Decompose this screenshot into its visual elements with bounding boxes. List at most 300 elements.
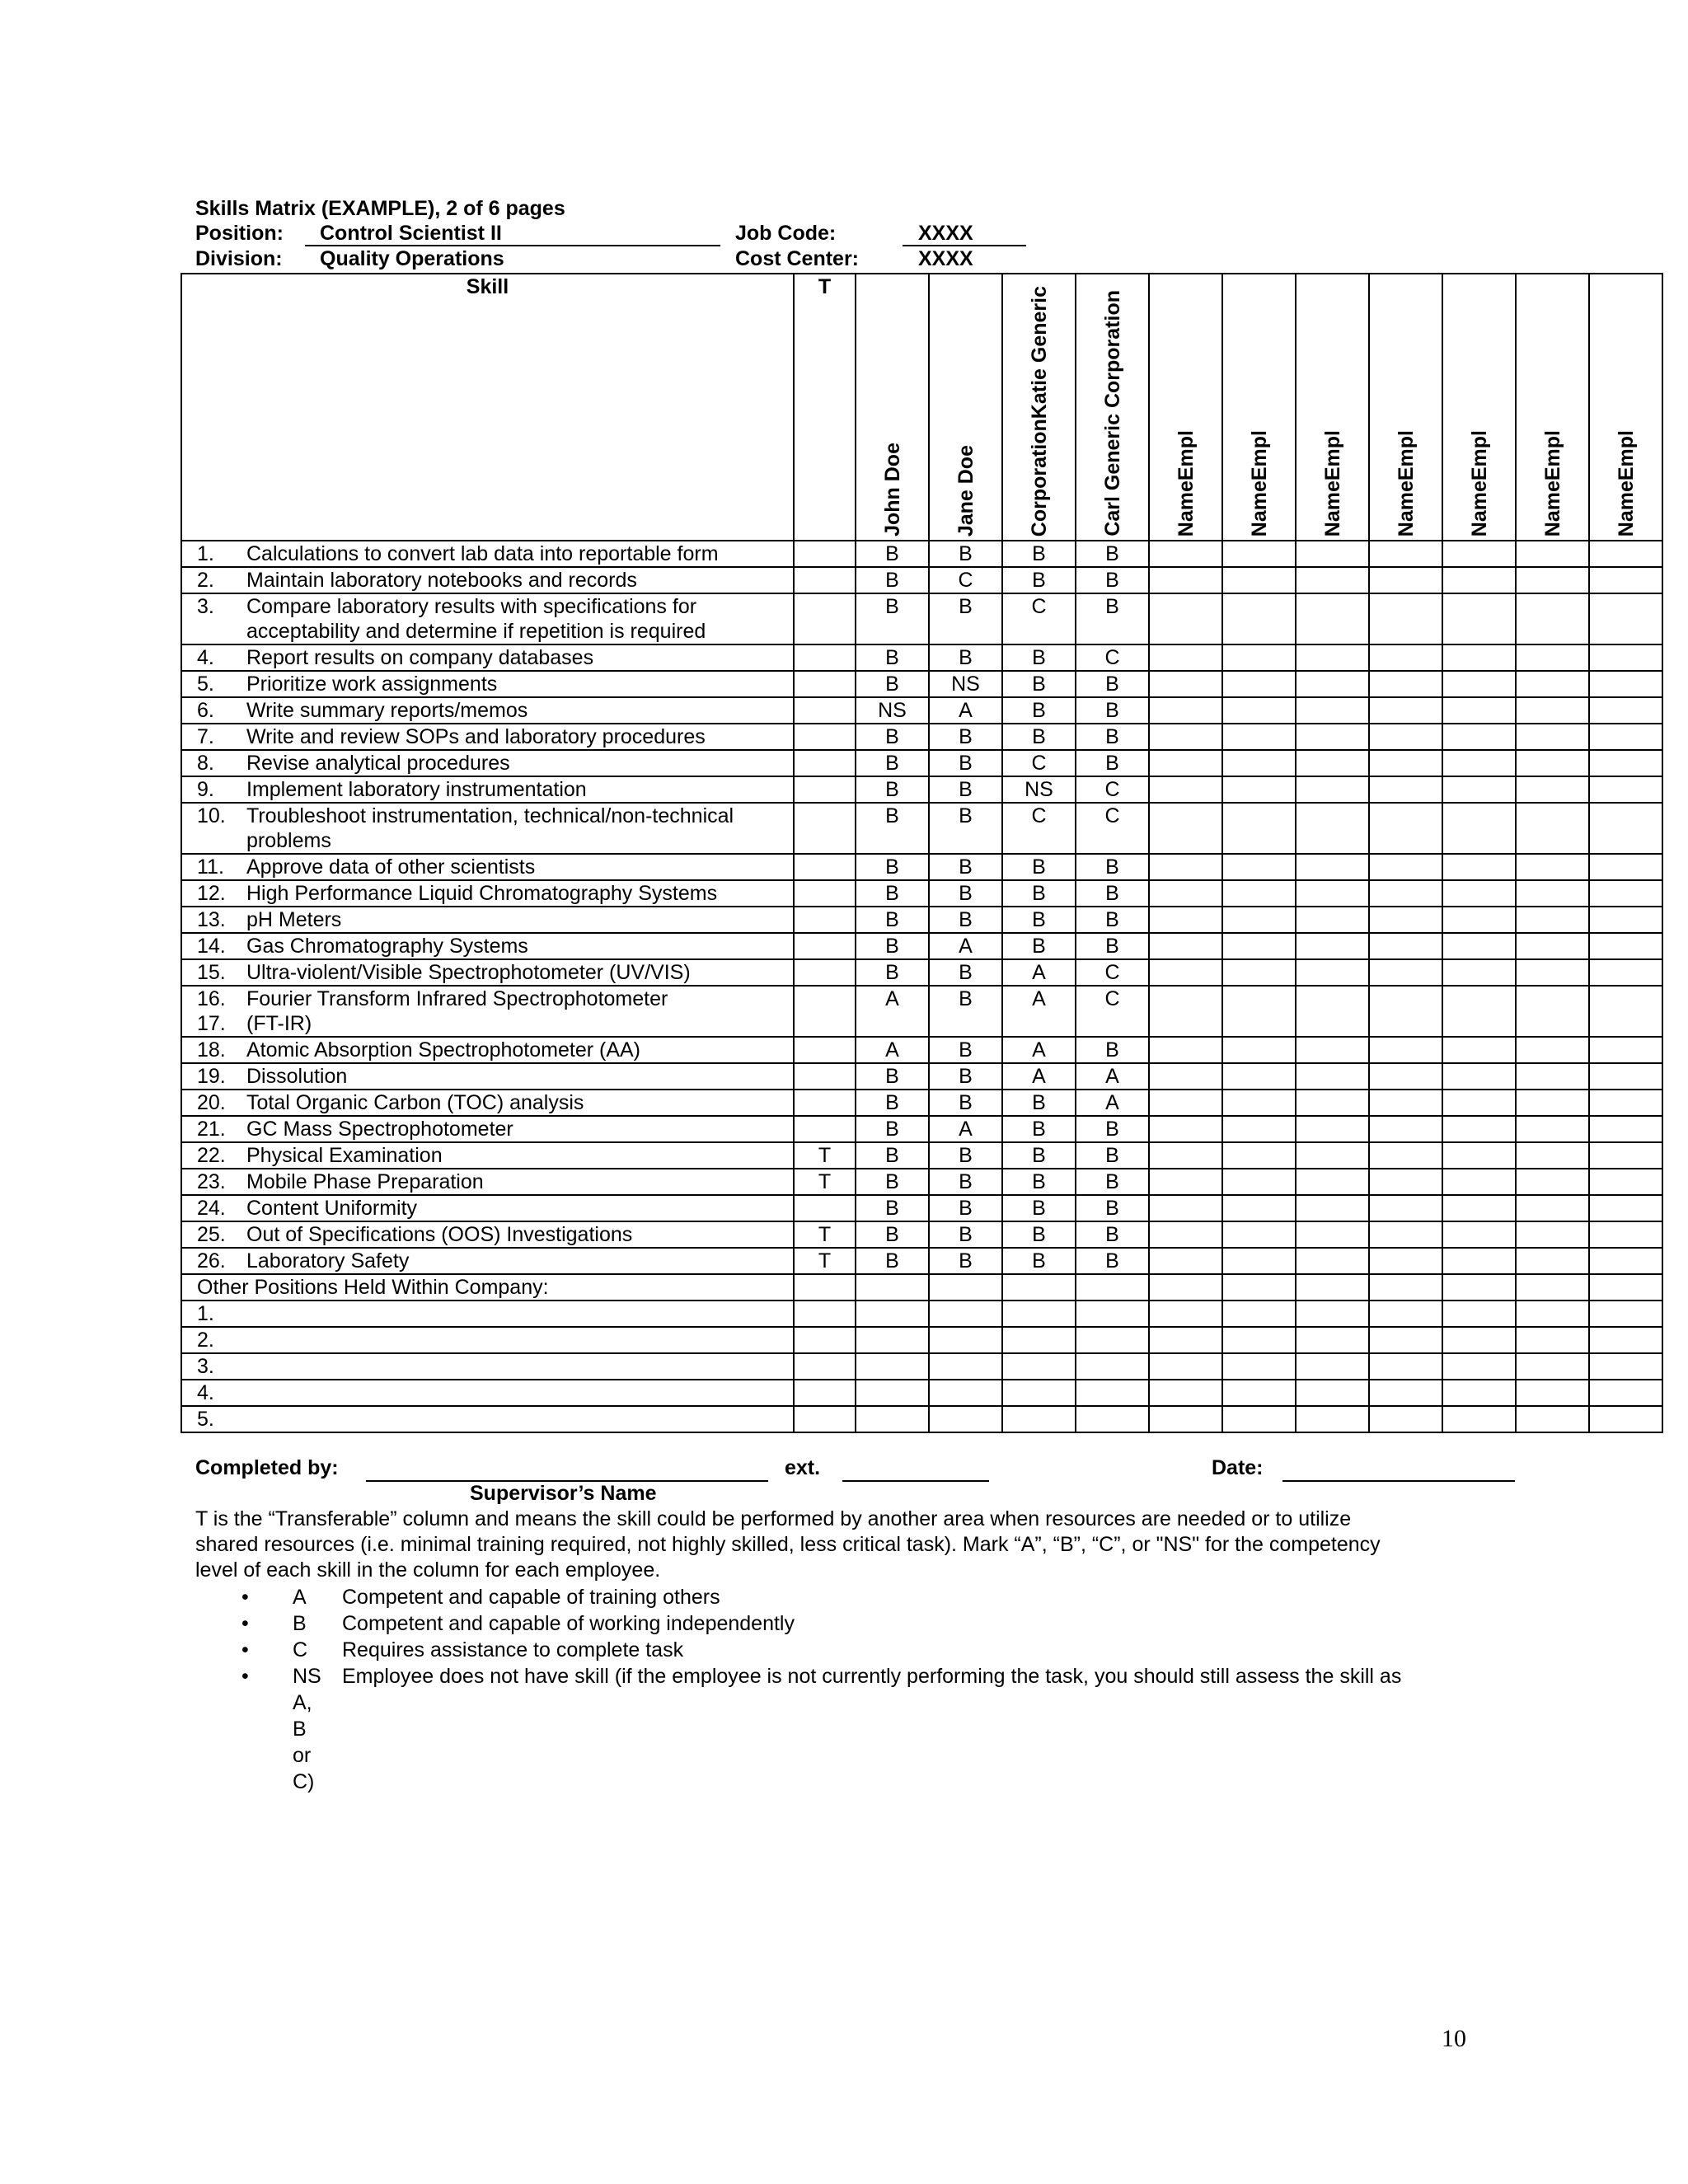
rating-cell[interactable] — [1589, 986, 1662, 1037]
rating-cell[interactable]: B — [1076, 567, 1149, 593]
rating-cell[interactable]: A — [1002, 1063, 1076, 1090]
empty-cell[interactable] — [1589, 1380, 1662, 1406]
rating-cell[interactable]: C — [1002, 803, 1076, 854]
empty-cell[interactable] — [1296, 1327, 1369, 1353]
rating-cell[interactable]: A — [856, 1037, 929, 1063]
rating-cell[interactable] — [1442, 907, 1516, 933]
rating-cell[interactable]: B — [1002, 671, 1076, 697]
rating-cell[interactable] — [1296, 776, 1369, 803]
rating-cell[interactable] — [1442, 593, 1516, 644]
rating-cell[interactable]: NS — [856, 697, 929, 724]
empty-cell[interactable] — [1296, 1380, 1369, 1406]
rating-cell[interactable]: C — [1076, 644, 1149, 671]
rating-cell[interactable]: B — [1076, 1142, 1149, 1169]
rating-cell[interactable]: B — [1002, 1195, 1076, 1221]
rating-cell[interactable] — [1222, 593, 1296, 644]
rating-cell[interactable] — [1516, 1195, 1589, 1221]
rating-cell[interactable] — [1149, 1169, 1222, 1195]
rating-cell[interactable] — [1516, 933, 1589, 959]
rating-cell[interactable] — [1516, 1142, 1589, 1169]
rating-cell[interactable]: B — [929, 907, 1002, 933]
rating-cell[interactable] — [1369, 880, 1442, 907]
rating-cell[interactable] — [1369, 1116, 1442, 1142]
rating-cell[interactable]: B — [929, 1142, 1002, 1169]
rating-cell[interactable] — [1296, 1248, 1369, 1274]
rating-cell[interactable]: B — [929, 803, 1002, 854]
empty-cell[interactable] — [856, 1353, 929, 1380]
rating-cell[interactable] — [1516, 750, 1589, 776]
empty-cell[interactable] — [1589, 1353, 1662, 1380]
rating-cell[interactable]: A — [1076, 1063, 1149, 1090]
rating-cell[interactable] — [1222, 1116, 1296, 1142]
rating-cell[interactable] — [1516, 593, 1589, 644]
rating-cell[interactable] — [1222, 803, 1296, 854]
rating-cell[interactable]: B — [1076, 697, 1149, 724]
empty-cell[interactable] — [1369, 1301, 1442, 1327]
transferable-cell[interactable] — [794, 803, 856, 854]
rating-cell[interactable] — [1296, 803, 1369, 854]
rating-cell[interactable] — [1369, 724, 1442, 750]
rating-cell[interactable]: B — [929, 1248, 1002, 1274]
rating-cell[interactable] — [1149, 1142, 1222, 1169]
rating-cell[interactable] — [1369, 986, 1442, 1037]
date-line[interactable] — [1282, 1480, 1515, 1482]
rating-cell[interactable] — [1589, 1090, 1662, 1116]
rating-cell[interactable]: A — [929, 697, 1002, 724]
rating-cell[interactable]: B — [929, 724, 1002, 750]
rating-cell[interactable] — [1149, 1063, 1222, 1090]
rating-cell[interactable]: A — [1076, 1090, 1149, 1116]
rating-cell[interactable] — [1516, 1248, 1589, 1274]
rating-cell[interactable] — [1369, 803, 1442, 854]
rating-cell[interactable] — [1222, 541, 1296, 567]
rating-cell[interactable]: B — [856, 907, 929, 933]
empty-cell[interactable] — [1369, 1327, 1442, 1353]
rating-cell[interactable] — [1296, 986, 1369, 1037]
rating-cell[interactable] — [1369, 593, 1442, 644]
rating-cell[interactable] — [1589, 593, 1662, 644]
rating-cell[interactable]: B — [929, 776, 1002, 803]
rating-cell[interactable] — [1516, 1063, 1589, 1090]
rating-cell[interactable] — [1369, 644, 1442, 671]
empty-cell[interactable] — [1442, 1274, 1516, 1301]
rating-cell[interactable]: B — [929, 854, 1002, 880]
rating-cell[interactable]: B — [1002, 854, 1076, 880]
rating-cell[interactable]: B — [856, 854, 929, 880]
rating-cell[interactable] — [1296, 1195, 1369, 1221]
rating-cell[interactable] — [1369, 671, 1442, 697]
rating-cell[interactable]: B — [1002, 1221, 1076, 1248]
empty-cell[interactable] — [1442, 1353, 1516, 1380]
empty-cell[interactable] — [929, 1406, 1002, 1432]
rating-cell[interactable]: A — [1002, 986, 1076, 1037]
rating-cell[interactable] — [1516, 907, 1589, 933]
rating-cell[interactable] — [1589, 803, 1662, 854]
rating-cell[interactable]: B — [1076, 1195, 1149, 1221]
rating-cell[interactable] — [1516, 1221, 1589, 1248]
rating-cell[interactable] — [1589, 541, 1662, 567]
empty-cell[interactable] — [1222, 1327, 1296, 1353]
rating-cell[interactable] — [1589, 1063, 1662, 1090]
empty-cell[interactable] — [1222, 1274, 1296, 1301]
rating-cell[interactable] — [1516, 567, 1589, 593]
rating-cell[interactable] — [1369, 567, 1442, 593]
transferable-cell[interactable] — [794, 567, 856, 593]
empty-cell[interactable] — [856, 1406, 929, 1432]
empty-cell[interactable] — [1222, 1406, 1296, 1432]
rating-cell[interactable] — [1149, 750, 1222, 776]
rating-cell[interactable] — [1369, 776, 1442, 803]
rating-cell[interactable]: B — [856, 1195, 929, 1221]
empty-cell[interactable] — [1442, 1301, 1516, 1327]
rating-cell[interactable]: B — [1076, 1037, 1149, 1063]
rating-cell[interactable]: B — [856, 880, 929, 907]
empty-cell[interactable] — [1516, 1274, 1589, 1301]
rating-cell[interactable] — [1369, 750, 1442, 776]
rating-cell[interactable] — [1222, 697, 1296, 724]
rating-cell[interactable]: B — [1002, 1142, 1076, 1169]
rating-cell[interactable] — [1296, 1037, 1369, 1063]
empty-cell[interactable] — [856, 1301, 929, 1327]
rating-cell[interactable]: B — [856, 567, 929, 593]
rating-cell[interactable] — [1442, 1169, 1516, 1195]
empty-cell[interactable] — [929, 1301, 1002, 1327]
rating-cell[interactable]: B — [1076, 880, 1149, 907]
rating-cell[interactable] — [1369, 854, 1442, 880]
rating-cell[interactable] — [1589, 1037, 1662, 1063]
rating-cell[interactable] — [1442, 854, 1516, 880]
rating-cell[interactable]: B — [856, 593, 929, 644]
rating-cell[interactable] — [1296, 671, 1369, 697]
rating-cell[interactable]: A — [856, 986, 929, 1037]
empty-cell[interactable] — [794, 1301, 856, 1327]
empty-cell[interactable] — [1369, 1406, 1442, 1432]
rating-cell[interactable] — [1589, 776, 1662, 803]
rating-cell[interactable] — [1442, 1142, 1516, 1169]
empty-cell[interactable] — [1296, 1406, 1369, 1432]
rating-cell[interactable] — [1149, 1090, 1222, 1116]
transferable-cell[interactable] — [794, 671, 856, 697]
rating-cell[interactable] — [1222, 567, 1296, 593]
rating-cell[interactable] — [1296, 724, 1369, 750]
rating-cell[interactable]: B — [929, 880, 1002, 907]
rating-cell[interactable] — [1222, 854, 1296, 880]
empty-cell[interactable] — [1002, 1327, 1076, 1353]
empty-cell[interactable] — [794, 1274, 856, 1301]
rating-cell[interactable] — [1222, 1063, 1296, 1090]
rating-cell[interactable] — [1442, 986, 1516, 1037]
empty-cell[interactable] — [1589, 1301, 1662, 1327]
empty-cell[interactable] — [1369, 1353, 1442, 1380]
rating-cell[interactable]: C — [1076, 959, 1149, 986]
empty-cell[interactable] — [1149, 1327, 1222, 1353]
rating-cell[interactable] — [1442, 1221, 1516, 1248]
rating-cell[interactable] — [1149, 1195, 1222, 1221]
rating-cell[interactable] — [1222, 1090, 1296, 1116]
rating-cell[interactable]: B — [1076, 750, 1149, 776]
rating-cell[interactable]: B — [856, 671, 929, 697]
rating-cell[interactable] — [1222, 986, 1296, 1037]
transferable-cell[interactable] — [794, 776, 856, 803]
rating-cell[interactable]: B — [856, 724, 929, 750]
empty-cell[interactable] — [1076, 1327, 1149, 1353]
rating-cell[interactable]: B — [1002, 880, 1076, 907]
empty-cell[interactable] — [1002, 1274, 1076, 1301]
empty-cell[interactable] — [1149, 1301, 1222, 1327]
transferable-cell[interactable]: T — [794, 1248, 856, 1274]
rating-cell[interactable] — [1442, 644, 1516, 671]
transferable-cell[interactable] — [794, 1195, 856, 1221]
transferable-cell[interactable] — [794, 697, 856, 724]
rating-cell[interactable] — [1149, 854, 1222, 880]
transferable-cell[interactable] — [794, 644, 856, 671]
rating-cell[interactable] — [1296, 1090, 1369, 1116]
rating-cell[interactable]: B — [856, 1221, 929, 1248]
rating-cell[interactable] — [1516, 1037, 1589, 1063]
rating-cell[interactable]: B — [1076, 933, 1149, 959]
rating-cell[interactable] — [1296, 1221, 1369, 1248]
rating-cell[interactable]: B — [1002, 541, 1076, 567]
rating-cell[interactable] — [1442, 803, 1516, 854]
empty-cell[interactable] — [929, 1380, 1002, 1406]
rating-cell[interactable] — [1442, 1116, 1516, 1142]
rating-cell[interactable] — [1222, 959, 1296, 986]
rating-cell[interactable] — [1222, 1169, 1296, 1195]
rating-cell[interactable] — [1296, 1142, 1369, 1169]
rating-cell[interactable] — [1149, 567, 1222, 593]
rating-cell[interactable]: A — [1002, 959, 1076, 986]
rating-cell[interactable] — [1369, 1195, 1442, 1221]
rating-cell[interactable]: B — [929, 1195, 1002, 1221]
rating-cell[interactable] — [1589, 959, 1662, 986]
rating-cell[interactable]: B — [856, 750, 929, 776]
rating-cell[interactable] — [1442, 541, 1516, 567]
empty-cell[interactable] — [1149, 1406, 1222, 1432]
rating-cell[interactable]: B — [856, 1063, 929, 1090]
transferable-cell[interactable] — [794, 724, 856, 750]
rating-cell[interactable] — [1516, 1169, 1589, 1195]
rating-cell[interactable] — [1589, 724, 1662, 750]
rating-cell[interactable] — [1369, 1063, 1442, 1090]
empty-cell[interactable] — [1076, 1274, 1149, 1301]
rating-cell[interactable] — [1589, 1169, 1662, 1195]
rating-cell[interactable]: B — [856, 1142, 929, 1169]
transferable-cell[interactable] — [794, 986, 856, 1037]
rating-cell[interactable]: B — [929, 1037, 1002, 1063]
rating-cell[interactable]: B — [929, 593, 1002, 644]
rating-cell[interactable] — [1222, 907, 1296, 933]
rating-cell[interactable]: B — [1002, 644, 1076, 671]
rating-cell[interactable] — [1442, 671, 1516, 697]
rating-cell[interactable] — [1149, 803, 1222, 854]
rating-cell[interactable]: NS — [1002, 776, 1076, 803]
rating-cell[interactable] — [1222, 776, 1296, 803]
rating-cell[interactable] — [1516, 1090, 1589, 1116]
empty-cell[interactable] — [1149, 1274, 1222, 1301]
rating-cell[interactable] — [1442, 1037, 1516, 1063]
transferable-cell[interactable] — [794, 541, 856, 567]
rating-cell[interactable]: C — [1002, 593, 1076, 644]
empty-cell[interactable] — [1589, 1406, 1662, 1432]
rating-cell[interactable]: B — [1002, 697, 1076, 724]
rating-cell[interactable] — [1442, 933, 1516, 959]
transferable-cell[interactable] — [794, 907, 856, 933]
empty-cell[interactable] — [929, 1274, 1002, 1301]
empty-cell[interactable] — [1002, 1380, 1076, 1406]
rating-cell[interactable] — [1296, 567, 1369, 593]
rating-cell[interactable] — [1516, 854, 1589, 880]
rating-cell[interactable] — [1589, 750, 1662, 776]
rating-cell[interactable] — [1222, 644, 1296, 671]
rating-cell[interactable]: B — [1002, 1090, 1076, 1116]
rating-cell[interactable] — [1516, 644, 1589, 671]
rating-cell[interactable]: B — [1076, 1248, 1149, 1274]
empty-cell[interactable] — [1369, 1380, 1442, 1406]
rating-cell[interactable] — [1296, 541, 1369, 567]
empty-cell[interactable] — [1076, 1301, 1149, 1327]
rating-cell[interactable] — [1149, 959, 1222, 986]
empty-cell[interactable] — [1442, 1380, 1516, 1406]
rating-cell[interactable] — [1442, 1248, 1516, 1274]
transferable-cell[interactable] — [794, 880, 856, 907]
rating-cell[interactable]: B — [929, 750, 1002, 776]
rating-cell[interactable] — [1149, 697, 1222, 724]
transferable-cell[interactable] — [794, 854, 856, 880]
rating-cell[interactable]: B — [1076, 541, 1149, 567]
empty-cell[interactable] — [1002, 1301, 1076, 1327]
rating-cell[interactable] — [1149, 907, 1222, 933]
transferable-cell[interactable]: T — [794, 1221, 856, 1248]
rating-cell[interactable] — [1589, 880, 1662, 907]
rating-cell[interactable]: B — [856, 1090, 929, 1116]
rating-cell[interactable] — [1589, 907, 1662, 933]
empty-cell[interactable] — [1222, 1380, 1296, 1406]
rating-cell[interactable] — [1296, 1116, 1369, 1142]
empty-cell[interactable] — [1296, 1301, 1369, 1327]
rating-cell[interactable] — [1222, 1037, 1296, 1063]
empty-cell[interactable] — [1369, 1274, 1442, 1301]
rating-cell[interactable]: B — [1076, 1116, 1149, 1142]
rating-cell[interactable] — [1296, 1063, 1369, 1090]
rating-cell[interactable] — [1296, 593, 1369, 644]
empty-cell[interactable] — [1149, 1380, 1222, 1406]
rating-cell[interactable]: C — [1002, 750, 1076, 776]
rating-cell[interactable] — [1369, 541, 1442, 567]
rating-cell[interactable]: B — [1002, 724, 1076, 750]
transferable-cell[interactable] — [794, 750, 856, 776]
rating-cell[interactable]: B — [1076, 1169, 1149, 1195]
rating-cell[interactable]: B — [856, 959, 929, 986]
rating-cell[interactable]: B — [1002, 1169, 1076, 1195]
rating-cell[interactable] — [1149, 724, 1222, 750]
rating-cell[interactable] — [1149, 776, 1222, 803]
rating-cell[interactable] — [1296, 959, 1369, 986]
rating-cell[interactable] — [1296, 854, 1369, 880]
rating-cell[interactable] — [1222, 724, 1296, 750]
empty-cell[interactable] — [1002, 1353, 1076, 1380]
rating-cell[interactable]: B — [1076, 907, 1149, 933]
rating-cell[interactable] — [1296, 907, 1369, 933]
rating-cell[interactable] — [1516, 1116, 1589, 1142]
rating-cell[interactable] — [1589, 1195, 1662, 1221]
rating-cell[interactable] — [1296, 750, 1369, 776]
rating-cell[interactable] — [1442, 959, 1516, 986]
rating-cell[interactable] — [1149, 1221, 1222, 1248]
rating-cell[interactable]: B — [1076, 671, 1149, 697]
rating-cell[interactable]: C — [1076, 803, 1149, 854]
rating-cell[interactable] — [1589, 1248, 1662, 1274]
rating-cell[interactable]: B — [929, 1063, 1002, 1090]
rating-cell[interactable] — [1589, 1116, 1662, 1142]
empty-cell[interactable] — [856, 1274, 929, 1301]
rating-cell[interactable]: C — [929, 567, 1002, 593]
empty-cell[interactable] — [1589, 1327, 1662, 1353]
empty-cell[interactable] — [794, 1380, 856, 1406]
rating-cell[interactable] — [1516, 880, 1589, 907]
rating-cell[interactable] — [1149, 1037, 1222, 1063]
rating-cell[interactable] — [1589, 567, 1662, 593]
rating-cell[interactable]: B — [929, 541, 1002, 567]
rating-cell[interactable]: B — [856, 803, 929, 854]
rating-cell[interactable]: B — [856, 1116, 929, 1142]
rating-cell[interactable] — [1369, 933, 1442, 959]
rating-cell[interactable] — [1442, 724, 1516, 750]
rating-cell[interactable] — [1149, 933, 1222, 959]
empty-cell[interactable] — [1516, 1327, 1589, 1353]
rating-cell[interactable] — [1296, 933, 1369, 959]
rating-cell[interactable]: B — [1002, 1248, 1076, 1274]
rating-cell[interactable] — [1369, 959, 1442, 986]
rating-cell[interactable] — [1222, 1142, 1296, 1169]
ext-line[interactable] — [842, 1480, 989, 1482]
rating-cell[interactable] — [1369, 1169, 1442, 1195]
rating-cell[interactable] — [1149, 541, 1222, 567]
rating-cell[interactable]: B — [929, 1169, 1002, 1195]
rating-cell[interactable]: B — [856, 541, 929, 567]
rating-cell[interactable] — [1369, 1142, 1442, 1169]
rating-cell[interactable]: B — [1002, 567, 1076, 593]
rating-cell[interactable] — [1222, 1221, 1296, 1248]
rating-cell[interactable]: B — [1002, 907, 1076, 933]
rating-cell[interactable] — [1296, 880, 1369, 907]
rating-cell[interactable] — [1222, 1195, 1296, 1221]
rating-cell[interactable]: B — [929, 1090, 1002, 1116]
rating-cell[interactable] — [1516, 724, 1589, 750]
rating-cell[interactable]: B — [1076, 854, 1149, 880]
rating-cell[interactable]: B — [1002, 1116, 1076, 1142]
rating-cell[interactable] — [1589, 1142, 1662, 1169]
rating-cell[interactable] — [1149, 986, 1222, 1037]
empty-cell[interactable] — [856, 1327, 929, 1353]
rating-cell[interactable] — [1222, 880, 1296, 907]
rating-cell[interactable] — [1369, 1090, 1442, 1116]
rating-cell[interactable]: B — [929, 644, 1002, 671]
empty-cell[interactable] — [1296, 1274, 1369, 1301]
rating-cell[interactable] — [1149, 671, 1222, 697]
rating-cell[interactable]: A — [1002, 1037, 1076, 1063]
rating-cell[interactable]: B — [856, 644, 929, 671]
empty-cell[interactable] — [1516, 1301, 1589, 1327]
rating-cell[interactable] — [1516, 697, 1589, 724]
transferable-cell[interactable] — [794, 1090, 856, 1116]
rating-cell[interactable] — [1589, 1221, 1662, 1248]
rating-cell[interactable] — [1516, 986, 1589, 1037]
transferable-cell[interactable] — [794, 1116, 856, 1142]
empty-cell[interactable] — [794, 1406, 856, 1432]
rating-cell[interactable] — [1222, 933, 1296, 959]
rating-cell[interactable] — [1442, 750, 1516, 776]
rating-cell[interactable]: B — [856, 1248, 929, 1274]
